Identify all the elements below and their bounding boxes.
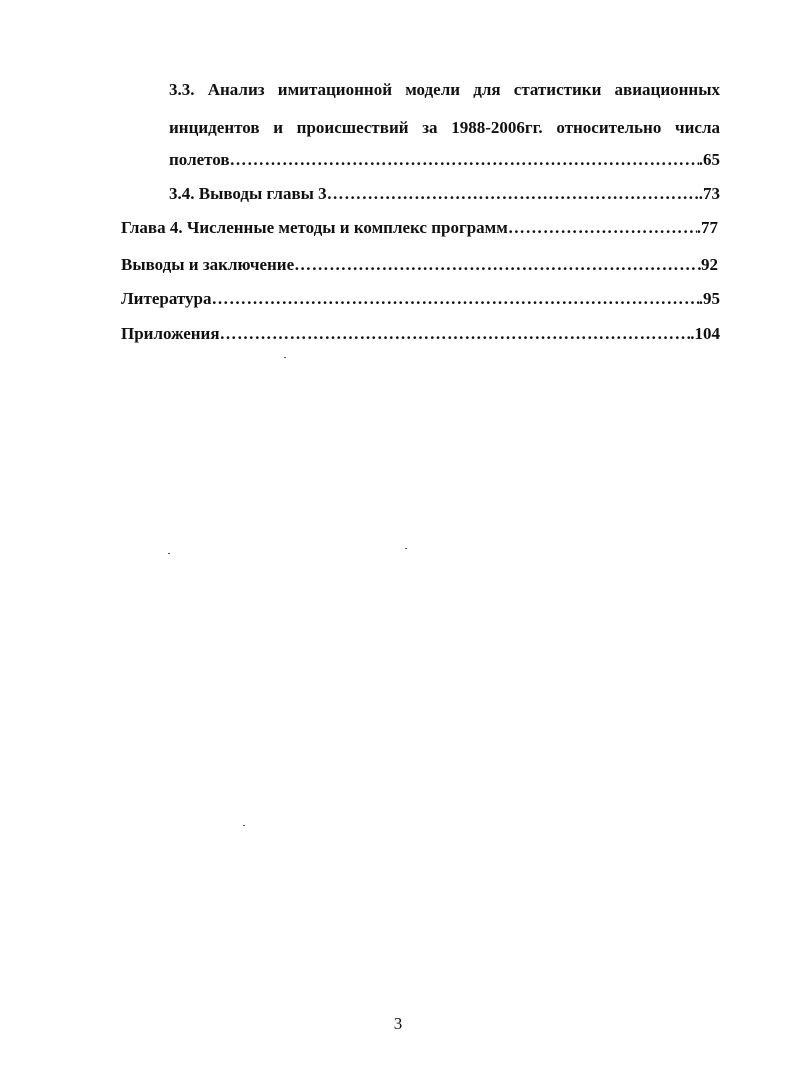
toc-leader-dots <box>327 184 695 204</box>
toc-entry-label: Литература <box>121 289 212 308</box>
toc-leader-dots <box>211 289 698 309</box>
scan-speck <box>405 548 407 549</box>
toc-entry-label: Глава 4. Численные методы и комплекс программ <box>121 218 508 237</box>
toc-entry-literature <box>121 289 720 309</box>
toc-entry-label: Выводы и заключение <box>121 255 295 274</box>
toc-entry-3-4 <box>169 184 720 204</box>
toc-page-number: .65 <box>698 150 720 169</box>
toc-entry-conclusions <box>121 255 718 275</box>
toc-page-number: ..73 <box>694 184 720 203</box>
page-number: 3 <box>393 1014 403 1033</box>
toc-entry-appendix <box>121 324 720 344</box>
toc-leader-dots <box>508 218 697 238</box>
toc-page-number: 92 <box>701 255 718 274</box>
toc-leader-dots <box>230 150 699 170</box>
scan-speck <box>168 553 170 554</box>
toc-entry-3-3-line-1: 3.3. Анализ имитационной модели для статистики авиационных <box>169 80 720 99</box>
toc-page-number: .95 <box>698 289 720 308</box>
toc-entry-3-3-line-3 <box>169 150 720 170</box>
toc-page-number: .77 <box>696 218 718 237</box>
toc-entry-label: 3.4. Выводы главы 3 <box>169 184 327 203</box>
toc-page-number: .104 <box>690 324 720 343</box>
toc-entry-label: полетов <box>169 150 230 169</box>
toc-entry-label: Приложения <box>121 324 220 343</box>
scan-speck <box>284 357 286 358</box>
toc-leader-dots <box>294 255 701 275</box>
toc-leader-dots <box>220 324 691 344</box>
toc-entry-3-3-line-2: инцидентов и происшествий за 1988-2006гг. относительно числа <box>169 118 720 137</box>
scan-speck <box>243 825 245 826</box>
toc-entry-chapter-4 <box>121 218 718 238</box>
